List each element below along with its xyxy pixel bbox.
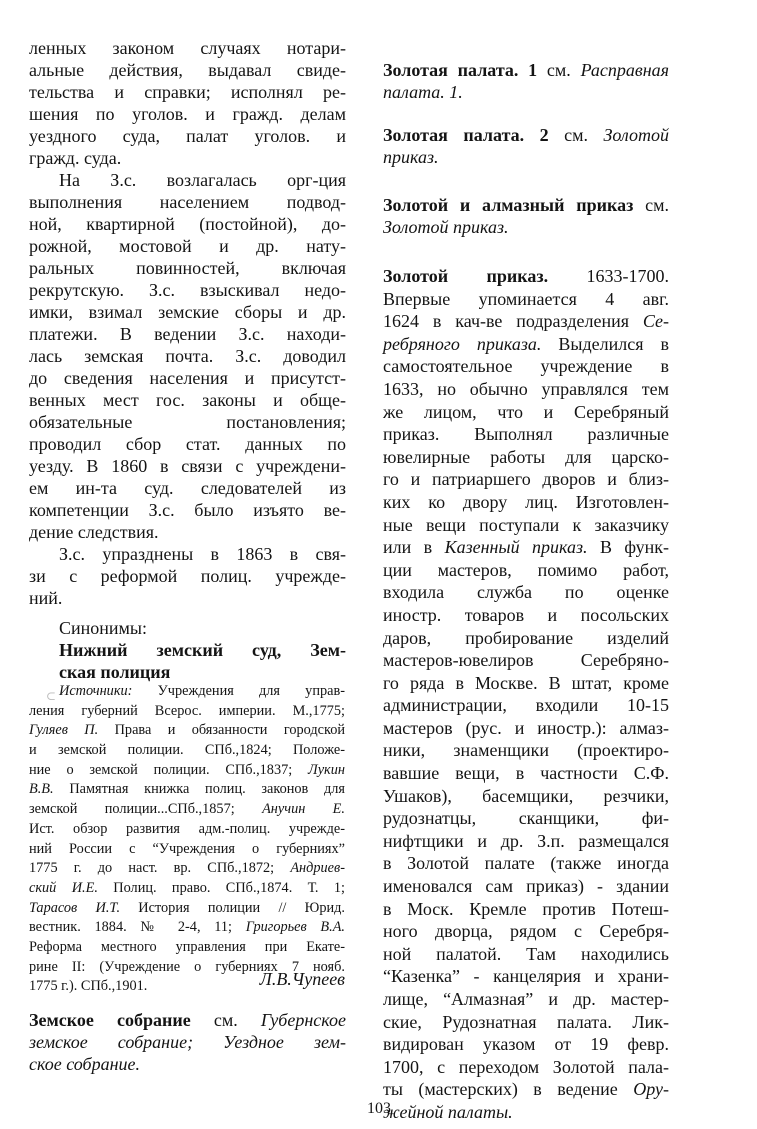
italic-text: Ору- [633, 1079, 669, 1100]
text: Синонимы: [59, 618, 148, 638]
text-line [383, 672, 669, 695]
text-line [383, 81, 669, 103]
text-line [383, 194, 669, 216]
text-line [29, 169, 346, 191]
text-line [383, 875, 669, 898]
text: зи с реформой полиц. учрежде- [29, 566, 346, 586]
text-line [29, 702, 345, 722]
text-line [383, 988, 669, 1011]
synonyms [29, 617, 346, 683]
text: уездного суда, палат уголов. и [29, 126, 346, 146]
italic-text: Казенный приказ. [444, 537, 588, 558]
text-line [383, 694, 669, 717]
text-line [383, 627, 669, 650]
text-line [383, 717, 669, 740]
text: рожной, мостовой и др. нату- [29, 236, 346, 256]
entry-zolotoy-i-almazny-prikaz [383, 194, 669, 238]
text: см. [190, 1010, 261, 1030]
text: ления губерний Всерос. империи. М.,1775; [29, 702, 345, 719]
text-line [383, 1078, 669, 1101]
text: 1624 в кач-ве подразделения [383, 311, 643, 332]
text: администрации, входили 10-15 [383, 695, 669, 716]
text: альные действия, выдавал свиде- [29, 60, 346, 80]
text: Выделился в [541, 333, 669, 354]
italic-text: приказ. [383, 147, 439, 167]
text: Реформа местного управления при Екате- [29, 938, 345, 955]
text: “Казенка” - канцелярия и храни- [383, 966, 669, 987]
scan-mark-icon: ⊂ [46, 689, 57, 703]
text: На З.с. возлагалась орг-ция [59, 170, 346, 190]
text-line [29, 800, 345, 820]
entry-zolotaya-palata-1 [383, 59, 669, 103]
text-line [383, 762, 669, 785]
headword: Золотой и алмазный приказ [383, 195, 634, 215]
text-line [29, 938, 345, 958]
text-line [383, 378, 669, 401]
text-line [29, 103, 346, 125]
text: венных мест гос. законы и обще- [29, 390, 346, 410]
text: 1700, с переходом Золотой пала- [383, 1056, 669, 1077]
text: ного дворца, рядом с Серебря- [383, 921, 669, 942]
italic-text: Тарасов И.Т. [29, 899, 121, 916]
text: 1775 г. до наст. вр. СПб.,1872; [29, 860, 291, 877]
text-line [383, 965, 669, 988]
text: или в [383, 537, 445, 558]
italic-text: Гуляев П. [29, 722, 99, 739]
italic-text: ское собрание. [29, 1054, 140, 1074]
italic-text: Се- [642, 311, 669, 332]
text: мастеров (рус. и иностр.): алмаз- [383, 717, 669, 738]
text-line [383, 310, 669, 333]
text: в Золотой палате (также иногда [383, 853, 669, 874]
text: нифтщики и др. З.п. размещался [383, 830, 669, 851]
text: платежи. В ведении З.с. находи- [29, 324, 346, 344]
text-line [383, 1056, 669, 1079]
text-line [383, 288, 669, 311]
text: ральных повинностей, включая [29, 258, 346, 278]
entry-zolotoy-prikaz [383, 265, 669, 1124]
italic-text: В.В. [29, 781, 54, 798]
text: Ушаков), басемщики, резчики, [383, 785, 669, 806]
text: лище, “Алмазная” и др. мастер- [383, 989, 669, 1009]
text: Права и обязанности городской [98, 722, 345, 739]
text-line [383, 59, 669, 81]
page-number: 103 [367, 1100, 391, 1117]
text-line [383, 216, 669, 238]
text-line [29, 433, 346, 455]
text-line [383, 581, 669, 604]
text-line [29, 59, 346, 81]
text: ной палатой. Там находились [383, 943, 669, 964]
text-line [383, 1033, 669, 1056]
italic-text: Анучин Е. [262, 801, 345, 818]
text-line [29, 859, 345, 879]
text-line [383, 852, 669, 875]
text-line [383, 785, 669, 808]
text-line [29, 213, 346, 235]
text: см. [537, 60, 581, 80]
italic-text: жейной палаты. [383, 1101, 513, 1122]
text: входила служба по оценке [383, 582, 669, 603]
text-line [383, 124, 669, 146]
text-line [29, 661, 346, 683]
text-line [29, 918, 345, 938]
text-line [383, 355, 669, 378]
text: Памятная книжка полиц. законов для [53, 781, 345, 798]
text: именовался сам приказ) - здании [383, 876, 669, 897]
italic-text: Золотой [603, 125, 669, 145]
text-line [29, 565, 346, 587]
text: до сведения населения и присутст- [29, 368, 346, 388]
italic-text: Губернское [260, 1010, 346, 1030]
entry-zemsky-sud-continuation [29, 37, 346, 609]
text: даров, пробирование изделий [383, 627, 669, 648]
text: ники, знаменщики (проектиро- [383, 740, 669, 761]
text-line [29, 367, 346, 389]
italic-text: Расправная [580, 60, 669, 80]
text: 1633, но обычно управлялся тем [383, 378, 669, 399]
text: Учреждения для управ- [132, 683, 345, 699]
text-line [29, 968, 345, 990]
text-line [383, 807, 669, 830]
author-signature [29, 968, 345, 990]
text: мастеров-ювелиров Серебряно- [383, 650, 669, 671]
text: ной, квартирной (постойной), до- [29, 214, 346, 234]
text: З.с. упразднены в 1863 в свя- [59, 544, 346, 564]
text: шения по уголов. и гражд. делам [29, 104, 346, 124]
text: Ист. обзор развития адм.-полиц. учрежде- [29, 820, 345, 837]
text-line [29, 81, 346, 103]
sources-list [29, 682, 345, 997]
text: Полиц. право. СПб.,1874. Т. 1; [97, 879, 345, 896]
text: приказ. Выполнял различные [383, 424, 669, 445]
text: уезду. В 1860 в связи с учреждени- [29, 456, 346, 476]
text-line [383, 920, 669, 943]
text-line [383, 514, 669, 537]
text-line [383, 649, 669, 672]
text: выполнения населением подвод- [29, 192, 346, 212]
text-line [29, 1009, 346, 1031]
text: История полиции // Юрид. [120, 899, 346, 916]
text-line [29, 147, 346, 169]
text: рудознатцы, сканщики, фи- [383, 808, 669, 829]
text: Впервые упоминается 4 авг. [383, 288, 669, 309]
text: дение следствия. [29, 522, 159, 542]
text-line [29, 411, 346, 433]
text-line [383, 265, 669, 288]
text: рине II: (Учреждение о губерниях 7 нояб. [29, 958, 345, 975]
text-line [383, 1011, 669, 1034]
text: в Моск. Кремле против Потеш- [383, 898, 669, 919]
headword: Золотой приказ. [383, 266, 549, 286]
text-line [29, 721, 345, 741]
text: го ряда в Москве. В штат, кроме [383, 672, 669, 693]
text-line [383, 536, 669, 559]
text-line [29, 389, 346, 411]
text: ские, Рудознатная палата. Лик- [383, 1011, 669, 1032]
italic-text: Лукин [308, 761, 345, 778]
text-line [383, 468, 669, 491]
italic-text: земское собрание; Уездное зем- [29, 1032, 346, 1052]
text-line [383, 333, 669, 356]
text-line [29, 617, 346, 639]
text: лась земская почта. З.с. доводил [29, 346, 346, 366]
text: ний России с “Учреждения о губерниях” [29, 840, 345, 857]
text: ные вещи поступали к заказчику [383, 514, 669, 535]
headword: Земское собрание [29, 1010, 191, 1030]
italic-text: ский И.Е. [29, 879, 98, 896]
text: иностр. товаров и посольских [383, 604, 669, 625]
text-line [383, 1101, 669, 1124]
text: обязательные постановления; [29, 412, 346, 432]
text: ювелирные работы для царско- [383, 446, 669, 467]
text: ний. [29, 588, 63, 608]
text: компетенции З.с. было изъято ве- [29, 500, 346, 520]
text-line [383, 446, 669, 469]
text-line [29, 879, 345, 899]
text: и земской полиции. СПб.,1824; Положе- [29, 742, 345, 759]
text: ких ко двору лиц. Изготовлен- [383, 491, 669, 512]
text: же лицом, что и Серебряный [383, 401, 669, 422]
text: рекрутскую. З.с. взыскивал недо- [29, 280, 346, 300]
text-line [29, 543, 346, 565]
headword: Нижний земский суд, Зем- [59, 640, 346, 660]
text-line [29, 840, 345, 860]
text-line [29, 1053, 346, 1075]
text-line [383, 943, 669, 966]
text: В функ- [587, 537, 669, 558]
text: ленных законом случаях нотари- [29, 38, 346, 58]
text: 1775 г.). СПб.,1901. [29, 978, 148, 995]
text: вестник. 1884. № 2-4, 11; [29, 919, 246, 936]
text: проводил сбор стат. данных по [29, 434, 346, 454]
italic-text: ребряного приказа. [383, 333, 542, 354]
text: земской полиции...СПб.,1857; [29, 801, 263, 818]
text-line [383, 898, 669, 921]
text-line [29, 1031, 346, 1053]
text-line [29, 279, 346, 301]
text: тельства и справки; исполнял ре- [29, 82, 346, 102]
text-line [383, 830, 669, 853]
text: гражд. суда. [29, 148, 122, 168]
text: см. [633, 195, 669, 215]
text-line [383, 739, 669, 762]
text-line [29, 301, 346, 323]
text-line [29, 639, 346, 661]
text-line [383, 559, 669, 582]
text-line [29, 820, 345, 840]
text-line [29, 682, 345, 702]
text-line [29, 587, 346, 609]
italic-text: Андриев- [290, 860, 345, 877]
text: видирован указом от 19 февр. [383, 1034, 669, 1055]
text-line [29, 191, 346, 213]
text-line [29, 899, 345, 919]
text-line [383, 401, 669, 424]
italic-text: Источники: [59, 683, 133, 699]
text: ние о земской полиции. СПб.,1837; [29, 761, 309, 778]
text: 1633-1700. [548, 266, 669, 286]
entry-zemskoe-sobranie [29, 1009, 346, 1075]
text-line [383, 604, 669, 627]
text: ем ин-та суд. следователей из [29, 478, 346, 498]
text: го и патриаршего дворов и близ- [383, 469, 669, 490]
text-line [383, 146, 669, 168]
text-line [29, 521, 346, 543]
text: ты (мастерских) в ведение [383, 1079, 634, 1100]
text-line [383, 491, 669, 514]
text-line [29, 761, 345, 781]
text-line [29, 37, 346, 59]
headword: Золотая палата. 2 [383, 125, 549, 145]
entry-zolotaya-palata-2 [383, 124, 669, 168]
text-line [29, 780, 345, 800]
italic-text: Золотой приказ. [383, 217, 509, 237]
text: ции мастеров, помимо работ, [383, 559, 669, 580]
text-line [29, 455, 346, 477]
headword: Золотая палата. 1 [383, 60, 538, 80]
text-line [29, 257, 346, 279]
italic-text: палата. 1. [383, 82, 463, 102]
text: вавшие вещи, в частности С.Ф. [383, 763, 669, 784]
text-line [29, 499, 346, 521]
text-line [29, 125, 346, 147]
text-line [29, 323, 346, 345]
text-line [29, 235, 346, 257]
text-line [29, 741, 345, 761]
italic-text: Л.В.Чупеев [259, 969, 345, 989]
text-line [29, 477, 346, 499]
text: см. [548, 125, 604, 145]
text: самостоятельное учреждение в [383, 356, 669, 377]
text-line [383, 423, 669, 446]
italic-text: Григорьев В.А. [245, 919, 345, 936]
headword: ская полиция [59, 662, 171, 682]
text: имки, взимал земские сборы и др. [29, 302, 346, 322]
text-line [29, 345, 346, 367]
